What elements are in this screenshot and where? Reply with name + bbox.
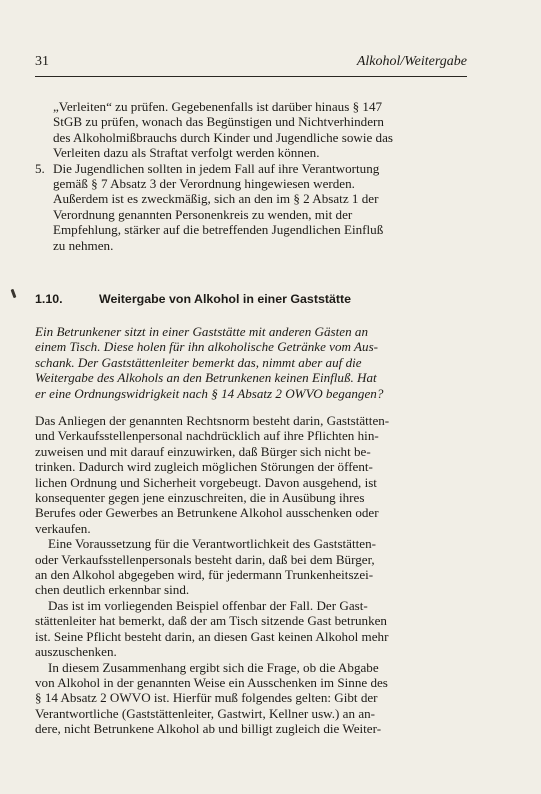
text-line: Das Anliegen der genannten Rechtsnorm besteht darin, Gaststätten-: [35, 413, 390, 428]
text-line: Eine Voraussetzung für die Verantwortlichkeit des Gaststätten-: [48, 536, 376, 552]
page-header: [35, 54, 467, 77]
text-line: Berufes oder Gewerbes an Betrunkene Alkohol ausschenken oder: [35, 505, 379, 521]
text-line: § 14 Absatz 2 OWVO ist. Hierfür muß folgendes gelten: Gibt der: [35, 690, 378, 706]
list-item-5: [35, 161, 466, 253]
text-line: Weitergabe des Alkohols an den Betrunkenen keinen Einfluß. Hat: [35, 370, 377, 386]
text-line: „Verleiten“ zu prüfen. Gegebenenfalls ist darüber hinaus § 147: [53, 99, 383, 114]
text-line: gemäß § 7 Absatz 3 der Verordnung hingewiesen werden.: [53, 176, 355, 192]
body-text: [35, 413, 466, 737]
text-line: lichen Ordnung und Sicherheit vorgebeugt. Davon ausgehend, ist: [35, 474, 377, 490]
text-line: und Verkaufsstellenpersonal nachdrücklich auf ihre Pflichten hin-: [35, 428, 379, 444]
text-line: oder Verkaufsstellenpersonals besteht darin, daß bei dem Bürger,: [35, 551, 375, 567]
text-line: Die Jugendlichen sollten in jedem Fall auf ihre Verantwortung: [53, 160, 380, 176]
paragraph: [35, 598, 466, 660]
text-line: er eine Ordnungswidrigkeit nach § 14 Absatz 2 OWVO begangen?: [35, 385, 384, 401]
text-line: Verantwortliche (Gaststättenleiter, Gastwirt, Kellner usw.) an an-: [35, 705, 376, 721]
previous-item-continuation: [35, 99, 466, 161]
text-line: konsequenter gegen jene einzuschreiten, die in Ausübung ihres: [35, 490, 365, 506]
text-line: zuweisen und mit darauf einzuwirken, daß Bürger sich nicht be-: [35, 443, 371, 459]
text-line: verkaufen.: [35, 520, 91, 536]
paragraph: [35, 660, 466, 737]
text-line: zu nehmen.: [53, 237, 114, 253]
text-line: einem Tisch. Diese holen für ihn alkoholische Getränke vom Aus-: [35, 339, 379, 355]
text-line: trinken. Dadurch wird zugleich möglichen Störungen der öffent-: [35, 459, 373, 475]
text-line: In diesem Zusammenhang ergibt sich die Frage, ob die Abgabe: [48, 659, 379, 675]
text-line: dere, nicht Betrunkene Alkohol ab und billigt zugleich die Weiter-: [35, 721, 382, 737]
paragraph: [35, 413, 466, 536]
text-line: Außerdem ist es zweckmäßig, sich an den im § 2 Absatz 1 der: [53, 191, 379, 207]
text-line: Ein Betrunkener sitzt in einer Gaststätte mit anderen Gästen an: [35, 324, 368, 339]
margin-mark: [11, 289, 17, 298]
text-line: Empfehlung, stärker auf die betreffenden Jugendlichen Einfluß: [53, 222, 384, 238]
page-number: 31: [35, 54, 49, 69]
text-line: Verleiten dazu als Straftat verfolgt werden können.: [53, 145, 320, 161]
text-line: Verordnung genannten Personenkreis zu wenden, mit der: [53, 206, 353, 222]
text-line: StGB zu prüfen, wonach das Begünstigen und Nichtverhindern: [53, 114, 384, 130]
section-title: Weitergabe von Alkohol in einer Gaststätte: [99, 292, 351, 306]
text-line: chen deutlich erkennbar sind.: [35, 582, 190, 598]
paragraph: [35, 536, 466, 598]
running-title: Alkohol/Weitergabe: [356, 54, 467, 69]
section-number: 1.10.: [35, 292, 63, 306]
text-line: Das ist im vorliegenden Beispiel offenbar der Fall. Der Gast-: [48, 597, 368, 613]
text-line: stättenleiter hat bemerkt, daß der am Tisch sitzende Gast betrunken: [35, 613, 387, 629]
text-line: von Alkohol in der genannten Weise ein Ausschenken im Sinne des: [35, 674, 388, 690]
text-line: an den Alkohol abgegeben wird, für jedermann Trunkenheitszei-: [35, 567, 374, 583]
list-block: [35, 99, 466, 253]
case-description: [35, 324, 466, 401]
list-item-number: 5.: [35, 160, 45, 176]
text-line: auszuschenken.: [35, 644, 117, 660]
text-line: ist. Seine Pflicht besteht darin, an diesen Gast keinen Alkohol mehr: [35, 628, 389, 644]
text-line: schank. Der Gaststättenleiter bemerkt das, nimmt aber auf die: [35, 354, 362, 370]
text-line: des Alkoholmißbrauchs durch Kinder und Jugendliche sowie das: [53, 129, 394, 145]
